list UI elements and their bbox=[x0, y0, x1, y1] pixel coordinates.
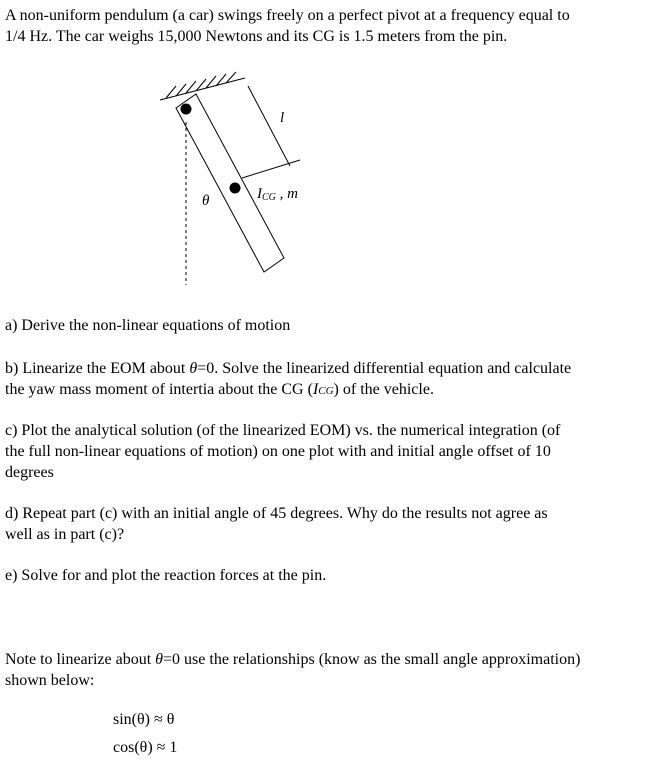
ceiling-line bbox=[160, 78, 245, 100]
part-c-line-1: c) Plot the analytical solution (of the linearized EOM) vs. the numerical integration (of bbox=[5, 422, 561, 439]
theta-symbol: θ bbox=[189, 360, 198, 377]
label-l: l bbox=[280, 110, 285, 126]
intro-line-2: 1/4 Hz. The car weighs 15,000 Newtons and its CG is 1.5 meters from the pin. bbox=[5, 28, 508, 45]
pendulum-figure bbox=[150, 70, 350, 290]
label-icg-m: ICG , m bbox=[257, 186, 298, 203]
equation-cos: cos(θ) ≈ 1 bbox=[113, 739, 178, 756]
pendulum-bar bbox=[176, 94, 284, 272]
part-d-line-1: d) Repeat part (c) with an initial angle of 45 degrees. Why do the results not agree as bbox=[5, 505, 548, 522]
equation-sin: sin(θ) ≈ θ bbox=[113, 711, 175, 728]
dimension-line bbox=[248, 86, 290, 166]
part-a: a) Derive the non-linear equations of motion bbox=[5, 317, 291, 334]
pivot-pin bbox=[181, 104, 192, 115]
part-d-line-2: well as in part (c)? bbox=[5, 526, 125, 543]
note-line-1: Note to linearize about θ=0 use the relationships (know as the small angle approximation) bbox=[5, 651, 581, 668]
intro-line-1: A non-uniform pendulum (a car) swings freely on a perfect pivot at a frequency equal to bbox=[5, 7, 570, 24]
note-line-2: shown below: bbox=[5, 672, 95, 689]
dimension-tick bbox=[242, 160, 300, 178]
pendulum-diagram bbox=[150, 70, 350, 290]
part-e: e) Solve for and plot the reaction forces at the pin. bbox=[5, 567, 327, 584]
part-c-line-3: degrees bbox=[5, 464, 54, 481]
cg-dot bbox=[230, 183, 241, 194]
part-b-line-1: b) Linearize the EOM about θ=0. Solve the linearized differential equation and calculate bbox=[5, 360, 572, 377]
part-c-line-2: the full non-linear equations of motion) on one plot with and initial angle offset of 10 bbox=[5, 443, 551, 460]
ceiling-hatch bbox=[166, 72, 236, 98]
part-b-line-2: the yaw mass moment of intertia about the CG (ICG) of the vehicle. bbox=[5, 381, 434, 398]
label-theta: θ bbox=[202, 193, 210, 209]
